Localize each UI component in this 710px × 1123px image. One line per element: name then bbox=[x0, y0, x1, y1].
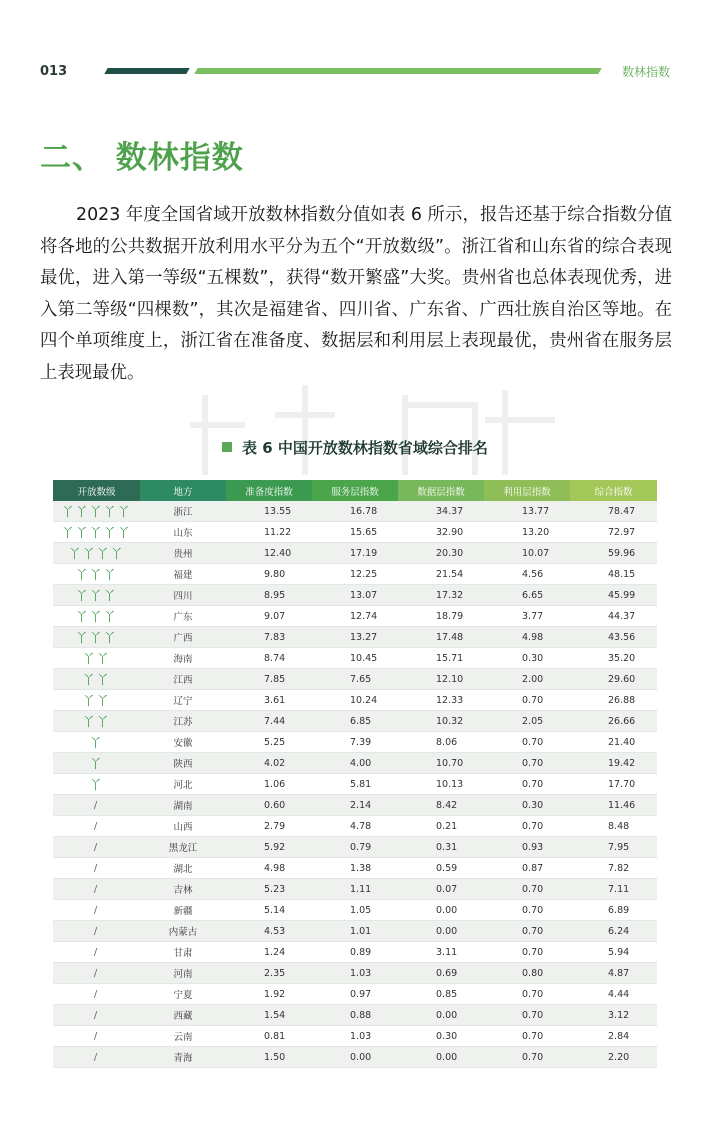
open-level-cell bbox=[53, 522, 140, 543]
table-row bbox=[53, 711, 657, 732]
table-row bbox=[53, 564, 657, 585]
tree-icon: 丫 bbox=[89, 777, 104, 792]
total-index-cell: 26.88 bbox=[570, 690, 657, 711]
tree-icon: 丫 bbox=[82, 672, 97, 687]
use-index-cell: 0.87 bbox=[484, 858, 570, 879]
table-row bbox=[53, 1047, 657, 1068]
data-index-cell: 12.10 bbox=[398, 669, 484, 690]
open-level-cell bbox=[53, 732, 140, 753]
tree-icon: 丫 bbox=[75, 567, 90, 582]
open-level-cell: / bbox=[53, 963, 140, 984]
tree-icon: 丫 bbox=[96, 651, 111, 666]
region-cell: 四川 bbox=[140, 585, 226, 606]
open-level-cell bbox=[53, 690, 140, 711]
use-index-cell: 0.70 bbox=[484, 1047, 570, 1068]
total-index-cell: 35.20 bbox=[570, 648, 657, 669]
total-index-cell: 6.89 bbox=[570, 900, 657, 921]
open-level-cell bbox=[53, 648, 140, 669]
column-header: 服务层指数 bbox=[312, 480, 398, 501]
readiness-index-cell: 7.83 bbox=[226, 627, 312, 648]
service-index-cell: 16.78 bbox=[312, 501, 398, 522]
readiness-index-cell: 4.02 bbox=[226, 753, 312, 774]
data-index-cell: 0.59 bbox=[398, 858, 484, 879]
table-row bbox=[53, 921, 657, 942]
open-level-cell: / bbox=[53, 837, 140, 858]
region-cell: 广东 bbox=[140, 606, 226, 627]
total-index-cell: 6.24 bbox=[570, 921, 657, 942]
region-cell: 江西 bbox=[140, 669, 226, 690]
page-number: 013 bbox=[40, 64, 68, 79]
service-index-cell: 15.65 bbox=[312, 522, 398, 543]
table-row bbox=[53, 627, 657, 648]
readiness-index-cell: 8.74 bbox=[226, 648, 312, 669]
data-index-cell: 17.48 bbox=[398, 627, 484, 648]
total-index-cell: 2.84 bbox=[570, 1026, 657, 1047]
total-index-cell: 17.70 bbox=[570, 774, 657, 795]
table-row bbox=[53, 690, 657, 711]
readiness-index-cell: 1.54 bbox=[226, 1005, 312, 1026]
readiness-index-cell: 2.35 bbox=[226, 963, 312, 984]
table-row bbox=[53, 774, 657, 795]
use-index-cell: 0.93 bbox=[484, 837, 570, 858]
readiness-index-cell: 5.23 bbox=[226, 879, 312, 900]
use-index-cell: 0.70 bbox=[484, 984, 570, 1005]
open-level-cell bbox=[53, 543, 140, 564]
use-index-cell: 0.70 bbox=[484, 753, 570, 774]
use-index-cell: 0.70 bbox=[484, 774, 570, 795]
region-cell: 内蒙古 bbox=[140, 921, 226, 942]
service-index-cell: 1.05 bbox=[312, 900, 398, 921]
tree-icon: 丫 bbox=[110, 546, 125, 561]
data-index-cell: 18.79 bbox=[398, 606, 484, 627]
tree-icon: 丫 bbox=[89, 756, 104, 771]
tree-icon: 丫 bbox=[117, 525, 132, 540]
service-index-cell: 0.79 bbox=[312, 837, 398, 858]
open-level-cell: / bbox=[53, 879, 140, 900]
readiness-index-cell: 7.44 bbox=[226, 711, 312, 732]
data-index-cell: 10.70 bbox=[398, 753, 484, 774]
use-index-cell: 4.56 bbox=[484, 564, 570, 585]
column-header: 地方 bbox=[140, 480, 226, 501]
tree-icon: 丫 bbox=[103, 504, 118, 519]
service-index-cell: 4.00 bbox=[312, 753, 398, 774]
open-level-cell: / bbox=[53, 900, 140, 921]
header-rule-green bbox=[194, 68, 601, 74]
tree-icon: 丫 bbox=[103, 525, 118, 540]
service-index-cell: 2.14 bbox=[312, 795, 398, 816]
use-index-cell: 0.30 bbox=[484, 648, 570, 669]
open-level-cell: / bbox=[53, 795, 140, 816]
tree-icon: 丫 bbox=[103, 588, 118, 603]
tree-icon: 丫 bbox=[75, 609, 90, 624]
service-index-cell: 5.81 bbox=[312, 774, 398, 795]
use-index-cell: 0.70 bbox=[484, 921, 570, 942]
service-index-cell: 1.38 bbox=[312, 858, 398, 879]
region-cell: 湖南 bbox=[140, 795, 226, 816]
open-level-cell: / bbox=[53, 1026, 140, 1047]
data-index-cell: 0.00 bbox=[398, 921, 484, 942]
readiness-index-cell: 13.55 bbox=[226, 501, 312, 522]
section-title: 二、 数林指数 bbox=[40, 140, 244, 176]
column-header: 综合指数 bbox=[570, 480, 657, 501]
service-index-cell: 0.88 bbox=[312, 1005, 398, 1026]
use-index-cell: 0.70 bbox=[484, 816, 570, 837]
readiness-index-cell: 1.06 bbox=[226, 774, 312, 795]
tree-icon: 丫 bbox=[61, 504, 76, 519]
region-cell: 山东 bbox=[140, 522, 226, 543]
table-row bbox=[53, 1026, 657, 1047]
region-cell: 山西 bbox=[140, 816, 226, 837]
region-cell: 黑龙江 bbox=[140, 837, 226, 858]
region-cell: 江苏 bbox=[140, 711, 226, 732]
tree-icon: 丫 bbox=[89, 630, 104, 645]
use-index-cell: 0.70 bbox=[484, 1005, 570, 1026]
use-index-cell: 10.07 bbox=[484, 543, 570, 564]
service-index-cell: 1.01 bbox=[312, 921, 398, 942]
tree-icon: 丫 bbox=[103, 609, 118, 624]
total-index-cell: 29.60 bbox=[570, 669, 657, 690]
open-level-cell: / bbox=[53, 1005, 140, 1026]
data-index-cell: 10.32 bbox=[398, 711, 484, 732]
region-cell: 湖北 bbox=[140, 858, 226, 879]
use-index-cell: 0.70 bbox=[484, 879, 570, 900]
tree-icon: 丫 bbox=[96, 714, 111, 729]
open-level-cell: / bbox=[53, 984, 140, 1005]
service-index-cell: 13.07 bbox=[312, 585, 398, 606]
header-rule-dark bbox=[104, 68, 189, 74]
data-index-cell: 0.21 bbox=[398, 816, 484, 837]
total-index-cell: 19.42 bbox=[570, 753, 657, 774]
region-cell: 云南 bbox=[140, 1026, 226, 1047]
tree-icon: 丫 bbox=[75, 504, 90, 519]
region-cell: 宁夏 bbox=[140, 984, 226, 1005]
service-index-cell: 17.19 bbox=[312, 543, 398, 564]
open-level-cell bbox=[53, 753, 140, 774]
readiness-index-cell: 5.92 bbox=[226, 837, 312, 858]
service-index-cell: 13.27 bbox=[312, 627, 398, 648]
table-row bbox=[53, 942, 657, 963]
readiness-index-cell: 1.24 bbox=[226, 942, 312, 963]
data-index-cell: 0.31 bbox=[398, 837, 484, 858]
region-cell: 辽宁 bbox=[140, 690, 226, 711]
column-header: 开放数级 bbox=[53, 480, 140, 501]
data-index-cell: 12.33 bbox=[398, 690, 484, 711]
table-row bbox=[53, 669, 657, 690]
service-index-cell: 6.85 bbox=[312, 711, 398, 732]
open-level-cell bbox=[53, 501, 140, 522]
tree-icon: 丫 bbox=[89, 588, 104, 603]
tree-icon: 丫 bbox=[82, 546, 97, 561]
region-cell: 陕西 bbox=[140, 753, 226, 774]
table-row bbox=[53, 795, 657, 816]
region-cell: 西藏 bbox=[140, 1005, 226, 1026]
readiness-index-cell: 4.98 bbox=[226, 858, 312, 879]
readiness-index-cell: 2.79 bbox=[226, 816, 312, 837]
use-index-cell: 0.30 bbox=[484, 795, 570, 816]
table-row bbox=[53, 900, 657, 921]
tree-icon: 丫 bbox=[89, 567, 104, 582]
use-index-cell: 13.20 bbox=[484, 522, 570, 543]
use-index-cell: 0.70 bbox=[484, 690, 570, 711]
column-header: 准备度指数 bbox=[226, 480, 312, 501]
readiness-index-cell: 9.80 bbox=[226, 564, 312, 585]
table-row bbox=[53, 501, 657, 522]
open-level-cell: / bbox=[53, 858, 140, 879]
service-index-cell: 4.78 bbox=[312, 816, 398, 837]
table-row bbox=[53, 1005, 657, 1026]
body-paragraph: 2023 年度全国省域开放数林指数分值如表 6 所示，报告还基于综合指数分值将各地的公共数据开放利用水平分为五个“开放数级”。浙江省和山东省的综合表现最优，进入第一等级“五棵数”，获得“数开繁盛”大奖。贵州省也总体表现优秀，进入第二等级“四棵数”，其次是福建省、四川省、广东省、广西壮族自治区等地。在四个单项维度上，浙江省在准备度、数据层和利用层上表现最优，贵州省在服务层上表现最优。 bbox=[40, 205, 672, 383]
data-index-cell: 10.13 bbox=[398, 774, 484, 795]
total-index-cell: 5.94 bbox=[570, 942, 657, 963]
tree-icon: 丫 bbox=[89, 609, 104, 624]
total-index-cell: 44.37 bbox=[570, 606, 657, 627]
total-index-cell: 11.46 bbox=[570, 795, 657, 816]
data-index-cell: 34.37 bbox=[398, 501, 484, 522]
service-index-cell: 1.03 bbox=[312, 1026, 398, 1047]
data-index-cell: 0.00 bbox=[398, 1005, 484, 1026]
region-cell: 福建 bbox=[140, 564, 226, 585]
service-index-cell: 12.74 bbox=[312, 606, 398, 627]
open-level-cell: / bbox=[53, 1047, 140, 1068]
tree-icon: 丫 bbox=[103, 630, 118, 645]
region-cell: 海南 bbox=[140, 648, 226, 669]
watermark-graphic bbox=[185, 375, 565, 485]
tree-icon: 丫 bbox=[103, 567, 118, 582]
use-index-cell: 0.70 bbox=[484, 1026, 570, 1047]
total-index-cell: 43.56 bbox=[570, 627, 657, 648]
region-cell: 吉林 bbox=[140, 879, 226, 900]
region-cell: 河南 bbox=[140, 963, 226, 984]
open-level-cell bbox=[53, 606, 140, 627]
readiness-index-cell: 4.53 bbox=[226, 921, 312, 942]
service-index-cell: 0.00 bbox=[312, 1047, 398, 1068]
table-row bbox=[53, 816, 657, 837]
tree-icon: 丫 bbox=[82, 693, 97, 708]
total-index-cell: 7.95 bbox=[570, 837, 657, 858]
region-cell: 贵州 bbox=[140, 543, 226, 564]
data-index-cell: 15.71 bbox=[398, 648, 484, 669]
readiness-index-cell: 0.60 bbox=[226, 795, 312, 816]
data-index-cell: 32.90 bbox=[398, 522, 484, 543]
open-level-cell bbox=[53, 627, 140, 648]
tree-icon: 丫 bbox=[96, 672, 111, 687]
data-index-cell: 17.32 bbox=[398, 585, 484, 606]
service-index-cell: 1.03 bbox=[312, 963, 398, 984]
total-index-cell: 45.99 bbox=[570, 585, 657, 606]
service-index-cell: 10.45 bbox=[312, 648, 398, 669]
open-level-cell bbox=[53, 774, 140, 795]
table-row bbox=[53, 984, 657, 1005]
data-index-cell: 0.07 bbox=[398, 879, 484, 900]
data-index-cell: 3.11 bbox=[398, 942, 484, 963]
total-index-cell: 3.12 bbox=[570, 1005, 657, 1026]
open-level-cell bbox=[53, 711, 140, 732]
ranking-table bbox=[53, 480, 657, 1068]
use-index-cell: 0.70 bbox=[484, 942, 570, 963]
total-index-cell: 26.66 bbox=[570, 711, 657, 732]
caption-marker bbox=[222, 442, 232, 452]
open-level-cell bbox=[53, 564, 140, 585]
table-row bbox=[53, 753, 657, 774]
table-header-row bbox=[53, 480, 657, 501]
data-index-cell: 0.00 bbox=[398, 1047, 484, 1068]
table-row bbox=[53, 585, 657, 606]
service-index-cell: 0.97 bbox=[312, 984, 398, 1005]
total-index-cell: 4.87 bbox=[570, 963, 657, 984]
total-index-cell: 48.15 bbox=[570, 564, 657, 585]
open-level-cell: / bbox=[53, 942, 140, 963]
readiness-index-cell: 1.50 bbox=[226, 1047, 312, 1068]
use-index-cell: 0.70 bbox=[484, 732, 570, 753]
use-index-cell: 4.98 bbox=[484, 627, 570, 648]
column-header: 数据层指数 bbox=[398, 480, 484, 501]
data-index-cell: 8.06 bbox=[398, 732, 484, 753]
open-level-cell bbox=[53, 585, 140, 606]
table-row bbox=[53, 963, 657, 984]
use-index-cell: 13.77 bbox=[484, 501, 570, 522]
readiness-index-cell: 11.22 bbox=[226, 522, 312, 543]
region-cell: 广西 bbox=[140, 627, 226, 648]
readiness-index-cell: 5.14 bbox=[226, 900, 312, 921]
region-cell: 河北 bbox=[140, 774, 226, 795]
readiness-index-cell: 7.85 bbox=[226, 669, 312, 690]
table-row bbox=[53, 732, 657, 753]
tree-icon: 丫 bbox=[75, 525, 90, 540]
tree-icon: 丫 bbox=[75, 588, 90, 603]
data-index-cell: 21.54 bbox=[398, 564, 484, 585]
total-index-cell: 72.97 bbox=[570, 522, 657, 543]
table-row bbox=[53, 858, 657, 879]
readiness-index-cell: 1.92 bbox=[226, 984, 312, 1005]
data-index-cell: 8.42 bbox=[398, 795, 484, 816]
total-index-cell: 59.96 bbox=[570, 543, 657, 564]
tree-icon: 丫 bbox=[68, 546, 83, 561]
table-row bbox=[53, 648, 657, 669]
readiness-index-cell: 9.07 bbox=[226, 606, 312, 627]
readiness-index-cell: 12.40 bbox=[226, 543, 312, 564]
service-index-cell: 12.25 bbox=[312, 564, 398, 585]
table-row bbox=[53, 543, 657, 564]
tree-icon: 丫 bbox=[89, 735, 104, 750]
total-index-cell: 7.11 bbox=[570, 879, 657, 900]
running-title: 数林指数 bbox=[621, 65, 670, 79]
tree-icon: 丫 bbox=[82, 714, 97, 729]
tree-icon: 丫 bbox=[96, 693, 111, 708]
readiness-index-cell: 0.81 bbox=[226, 1026, 312, 1047]
column-header: 利用层指数 bbox=[484, 480, 570, 501]
table-row bbox=[53, 606, 657, 627]
open-level-cell: / bbox=[53, 921, 140, 942]
tree-icon: 丫 bbox=[89, 504, 104, 519]
open-level-cell bbox=[53, 669, 140, 690]
total-index-cell: 4.44 bbox=[570, 984, 657, 1005]
region-cell: 甘肃 bbox=[140, 942, 226, 963]
tree-icon: 丫 bbox=[117, 504, 132, 519]
readiness-index-cell: 3.61 bbox=[226, 690, 312, 711]
table-row bbox=[53, 879, 657, 900]
data-index-cell: 0.85 bbox=[398, 984, 484, 1005]
total-index-cell: 21.40 bbox=[570, 732, 657, 753]
service-index-cell: 1.11 bbox=[312, 879, 398, 900]
use-index-cell: 6.65 bbox=[484, 585, 570, 606]
table-caption bbox=[0, 437, 710, 458]
table-caption-text: 表 6 中国开放数林指数省域综合排名 bbox=[242, 439, 488, 457]
total-index-cell: 78.47 bbox=[570, 501, 657, 522]
total-index-cell: 2.20 bbox=[570, 1047, 657, 1068]
use-index-cell: 0.80 bbox=[484, 963, 570, 984]
data-index-cell: 0.00 bbox=[398, 900, 484, 921]
region-cell: 新疆 bbox=[140, 900, 226, 921]
table-body bbox=[53, 501, 657, 1068]
open-level-cell: / bbox=[53, 816, 140, 837]
use-index-cell: 2.00 bbox=[484, 669, 570, 690]
table-row bbox=[53, 522, 657, 543]
readiness-index-cell: 5.25 bbox=[226, 732, 312, 753]
service-index-cell: 7.39 bbox=[312, 732, 398, 753]
data-index-cell: 20.30 bbox=[398, 543, 484, 564]
service-index-cell: 7.65 bbox=[312, 669, 398, 690]
tree-icon: 丫 bbox=[61, 525, 76, 540]
region-cell: 浙江 bbox=[140, 501, 226, 522]
use-index-cell: 2.05 bbox=[484, 711, 570, 732]
readiness-index-cell: 8.95 bbox=[226, 585, 312, 606]
use-index-cell: 3.77 bbox=[484, 606, 570, 627]
use-index-cell: 0.70 bbox=[484, 900, 570, 921]
total-index-cell: 8.48 bbox=[570, 816, 657, 837]
tree-icon: 丫 bbox=[89, 525, 104, 540]
region-cell: 安徽 bbox=[140, 732, 226, 753]
data-index-cell: 0.30 bbox=[398, 1026, 484, 1047]
service-index-cell: 10.24 bbox=[312, 690, 398, 711]
total-index-cell: 7.82 bbox=[570, 858, 657, 879]
tree-icon: 丫 bbox=[75, 630, 90, 645]
service-index-cell: 0.89 bbox=[312, 942, 398, 963]
table-row bbox=[53, 837, 657, 858]
tree-icon: 丫 bbox=[96, 546, 111, 561]
region-cell: 青海 bbox=[140, 1047, 226, 1068]
data-index-cell: 0.69 bbox=[398, 963, 484, 984]
tree-icon: 丫 bbox=[82, 651, 97, 666]
